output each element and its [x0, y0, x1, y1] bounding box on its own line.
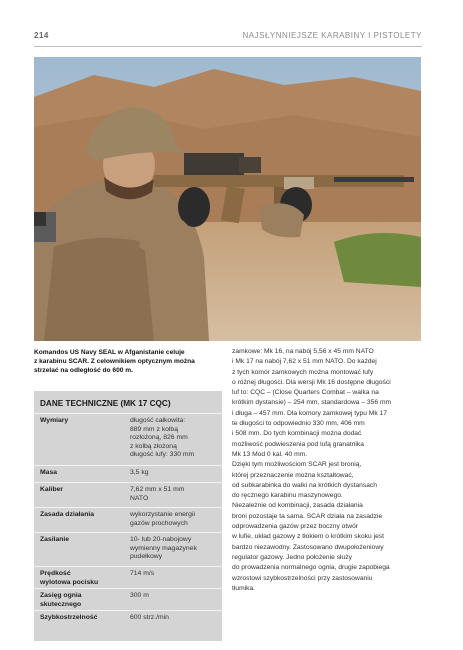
body-text	[232, 347, 426, 594]
body-line: broni pozostaje ta sama. SCAR działa na zasadzie	[232, 512, 383, 520]
spec-row-dimensions	[34, 413, 222, 466]
spec-value: 10- lub 20-nabojowy wymienny magazynek pudełkowy	[130, 536, 197, 560]
spec-row-effective-range	[34, 588, 222, 611]
photo-soldier-with-scar	[34, 57, 421, 341]
body-line: możliwość podwieszenia pod lufą granatnika	[232, 440, 364, 448]
spec-label: Masa	[40, 469, 58, 476]
caption-line: strzelać na odległość do 600 m.	[34, 367, 133, 374]
body-line: o różnej długości. Dla wersji Mk 16 dostępne długości	[232, 378, 391, 386]
spec-value: 3,5 kg	[130, 469, 149, 476]
spec-value: długość całkowita: 889 mm z kolbą rozłożoną, 826 mm z kolbą złożoną długość lufy: 330 mm	[130, 417, 195, 458]
body-line: zamkowe: Mk 16, na nabój 5,56 x 45 mm NATO	[232, 348, 374, 355]
spec-value: 300 m	[130, 592, 149, 599]
technical-data-box	[34, 391, 222, 641]
body-line: której przeznaczenie można kształtować,	[232, 471, 354, 479]
spec-value: wykorzystanie energii gazów prochowych	[130, 511, 195, 527]
caption-line: z karabinu SCAR. Z celownikiem optycznym można	[34, 358, 195, 365]
body-line: regulator gazowy. Jedno położenie służy	[232, 553, 352, 561]
photo-caption	[34, 348, 226, 375]
body-line: odprowadzenia gazów przez boczny otwór	[232, 523, 359, 531]
body-line: tłumika.	[232, 584, 256, 592]
spec-value: 600 strz./min	[130, 614, 169, 621]
page-number: 214	[34, 31, 49, 40]
spec-row-caliber	[34, 482, 222, 508]
body-line: w lufie, układ gazowy z tłokiem o krótkim skoku jest	[232, 533, 385, 541]
caption-line: Komandos US Navy SEAL w Afganistanie celuje	[34, 349, 185, 356]
section-title: NAJSŁYNNIEJSZE KARABINY I PISTOLETY	[242, 31, 422, 40]
page-header	[34, 30, 422, 47]
spec-row-feed	[34, 532, 222, 567]
body-line: Mk 13 Mod 0 kal. 40 mm.	[232, 450, 308, 458]
spec-row-rate-of-fire	[34, 610, 222, 631]
spec-label: Szybkostrzelność	[40, 614, 98, 621]
body-line: i Mk 17 na nabój 7,62 x 51 mm NATO. Do każdej	[232, 358, 377, 366]
spec-label: Wymiary	[40, 417, 69, 424]
body-line: te długości to odpowiednio 330 mm, 406 mm	[232, 420, 365, 428]
body-line: luf to: CQC – (Close Quarters Combat – walka na	[232, 389, 379, 397]
body-line: krótkim dystansie) – 254 mm, standardowa – 356 mm	[232, 399, 392, 407]
spec-label: Zasięg ognia skutecznego	[40, 592, 82, 608]
body-line: i 508 mm. Do tych kombinacji można dodać	[232, 430, 362, 438]
spec-value: 714 m/s	[130, 570, 155, 577]
body-line: Dzięki tym możliwościom SCAR jest bronią,	[232, 461, 362, 469]
spec-value: 7,62 mm x 51 mm NATO	[130, 486, 185, 502]
body-line: i długa – 457 mm. Dla komory zamkowej typu Mk 17	[232, 409, 387, 417]
body-line: od subkarabinka do walki na krótkich dystansach	[232, 481, 377, 489]
spec-label: Prędkość wylotowa pocisku	[40, 570, 99, 586]
body-line: Niezależnie od kombinacji, zasada działania	[232, 502, 363, 510]
spec-label: Zasilanie	[40, 536, 70, 543]
photo-illustration	[34, 57, 421, 341]
body-line: do ręcznego karabinu maszynowego.	[232, 492, 343, 500]
body-line: z tych komór zamkowych można montować lufy	[232, 368, 374, 376]
spec-row-mass	[34, 465, 222, 483]
spec-row-operation	[34, 507, 222, 533]
technical-data-title: DANE TECHNICZNE (MK 17 CQC)	[40, 399, 171, 408]
spec-label: Kaliber	[40, 486, 64, 493]
body-line: wzrostowi szybkostrzelności przy zastosowaniu	[232, 574, 373, 582]
spec-row-muzzle-velocity	[34, 566, 222, 589]
body-line: do prowadzenia normalnego ognia, drugie zapobiega	[232, 564, 390, 572]
body-line: bardzo niezawodny. Zastosowano dwupołożeniowy	[232, 543, 384, 551]
spec-label: Zasada działania	[40, 511, 95, 518]
